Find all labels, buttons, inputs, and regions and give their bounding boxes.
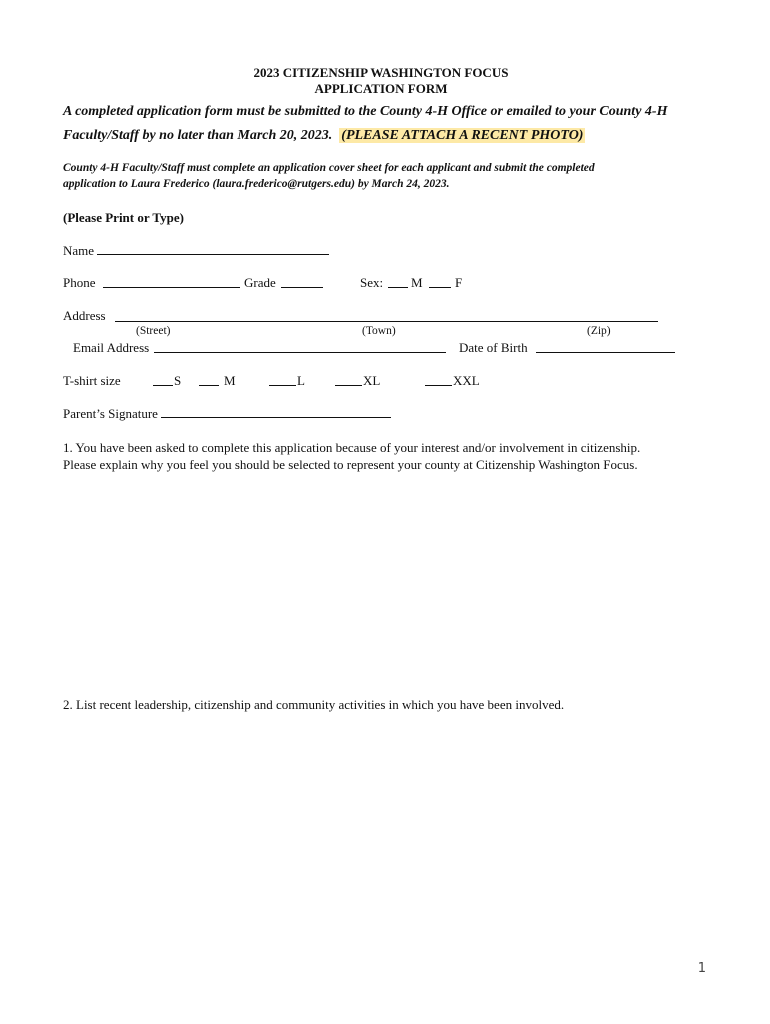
question-1-answer-area[interactable] [63,478,703,683]
question-2: 2. List recent leadership, citizenship and community activities in which you have been involved. [63,697,565,712]
tshirt-label: T-shirt size [63,373,121,388]
dob-label: Date of Birth [459,340,528,355]
sex-label: Sex: [360,275,384,290]
email-input-line[interactable] [154,342,446,353]
intro-line1: A completed application form must be submitted to the County 4-H Office or emailed to your County 4-H [63,104,668,119]
email-label: Email Address [73,340,150,355]
photo-note-highlight: (PLEASE ATTACH A RECENT PHOTO) [341,128,584,143]
intro-deadline-text: Faculty/Staff by no later than March 20, 2023. [63,128,333,143]
tshirt-xl-input-line[interactable] [335,375,362,386]
sex-m-label: M [411,275,423,290]
name-label: Name [63,243,95,258]
name-input-line[interactable] [97,244,329,255]
sex-m-input-line[interactable] [388,277,408,288]
tshirt-l-label: L [297,373,305,388]
tshirt-m-label: M [224,373,236,388]
form-title-line2: APPLICATION FORM [314,81,448,96]
name-row [63,243,329,259]
print-note: (Please Print or Type) [63,210,184,225]
tshirt-m-input-line[interactable] [199,375,219,386]
signature-label: Parent’s Signature [63,406,158,421]
cover-note-line1: County 4-H Faculty/Staff must complete an application cover sheet for each applicant and submit the completed [63,162,595,174]
page-number: 1 [697,961,706,976]
tshirt-s-label: S [174,373,182,388]
phone-input-line[interactable] [103,277,240,288]
address-input-line[interactable] [115,321,658,322]
question-1-line2: Please explain why you feel you should be selected to represent your county at Citizenship Washington Focus. [63,457,638,472]
form-title-line1: 2023 CITIZENSHIP WASHINGTON FOCUS [253,65,509,80]
sex-f-input-line[interactable] [429,277,451,288]
phone-label: Phone [63,275,96,290]
tshirt-xxl-input-line[interactable] [425,375,452,386]
dob-input-line[interactable] [536,342,675,353]
signature-row [63,406,391,422]
grade-input-line[interactable] [281,277,323,288]
tshirt-xxl-label: XXL [453,373,480,388]
question-2-answer-area[interactable] [63,718,703,938]
intro-line2 [63,128,585,144]
street-label: (Street) [136,325,171,337]
question-1-line1: 1. You have been asked to complete this application because of your interest and/or involvement in citizenship. [63,440,641,455]
tshirt-l-input-line[interactable] [269,375,296,386]
cover-note-line2: application to Laura Frederico (laura.frederico@rutgers.edu) by March 24, 2023. [63,178,450,190]
grade-label: Grade [244,275,276,290]
address-label: Address [63,308,106,323]
tshirt-xl-label: XL [363,373,381,388]
sex-f-label: F [455,275,463,290]
signature-input-line[interactable] [161,407,391,418]
tshirt-s-input-line[interactable] [153,375,173,386]
town-label: (Town) [362,325,396,337]
zip-label: (Zip) [587,325,611,337]
